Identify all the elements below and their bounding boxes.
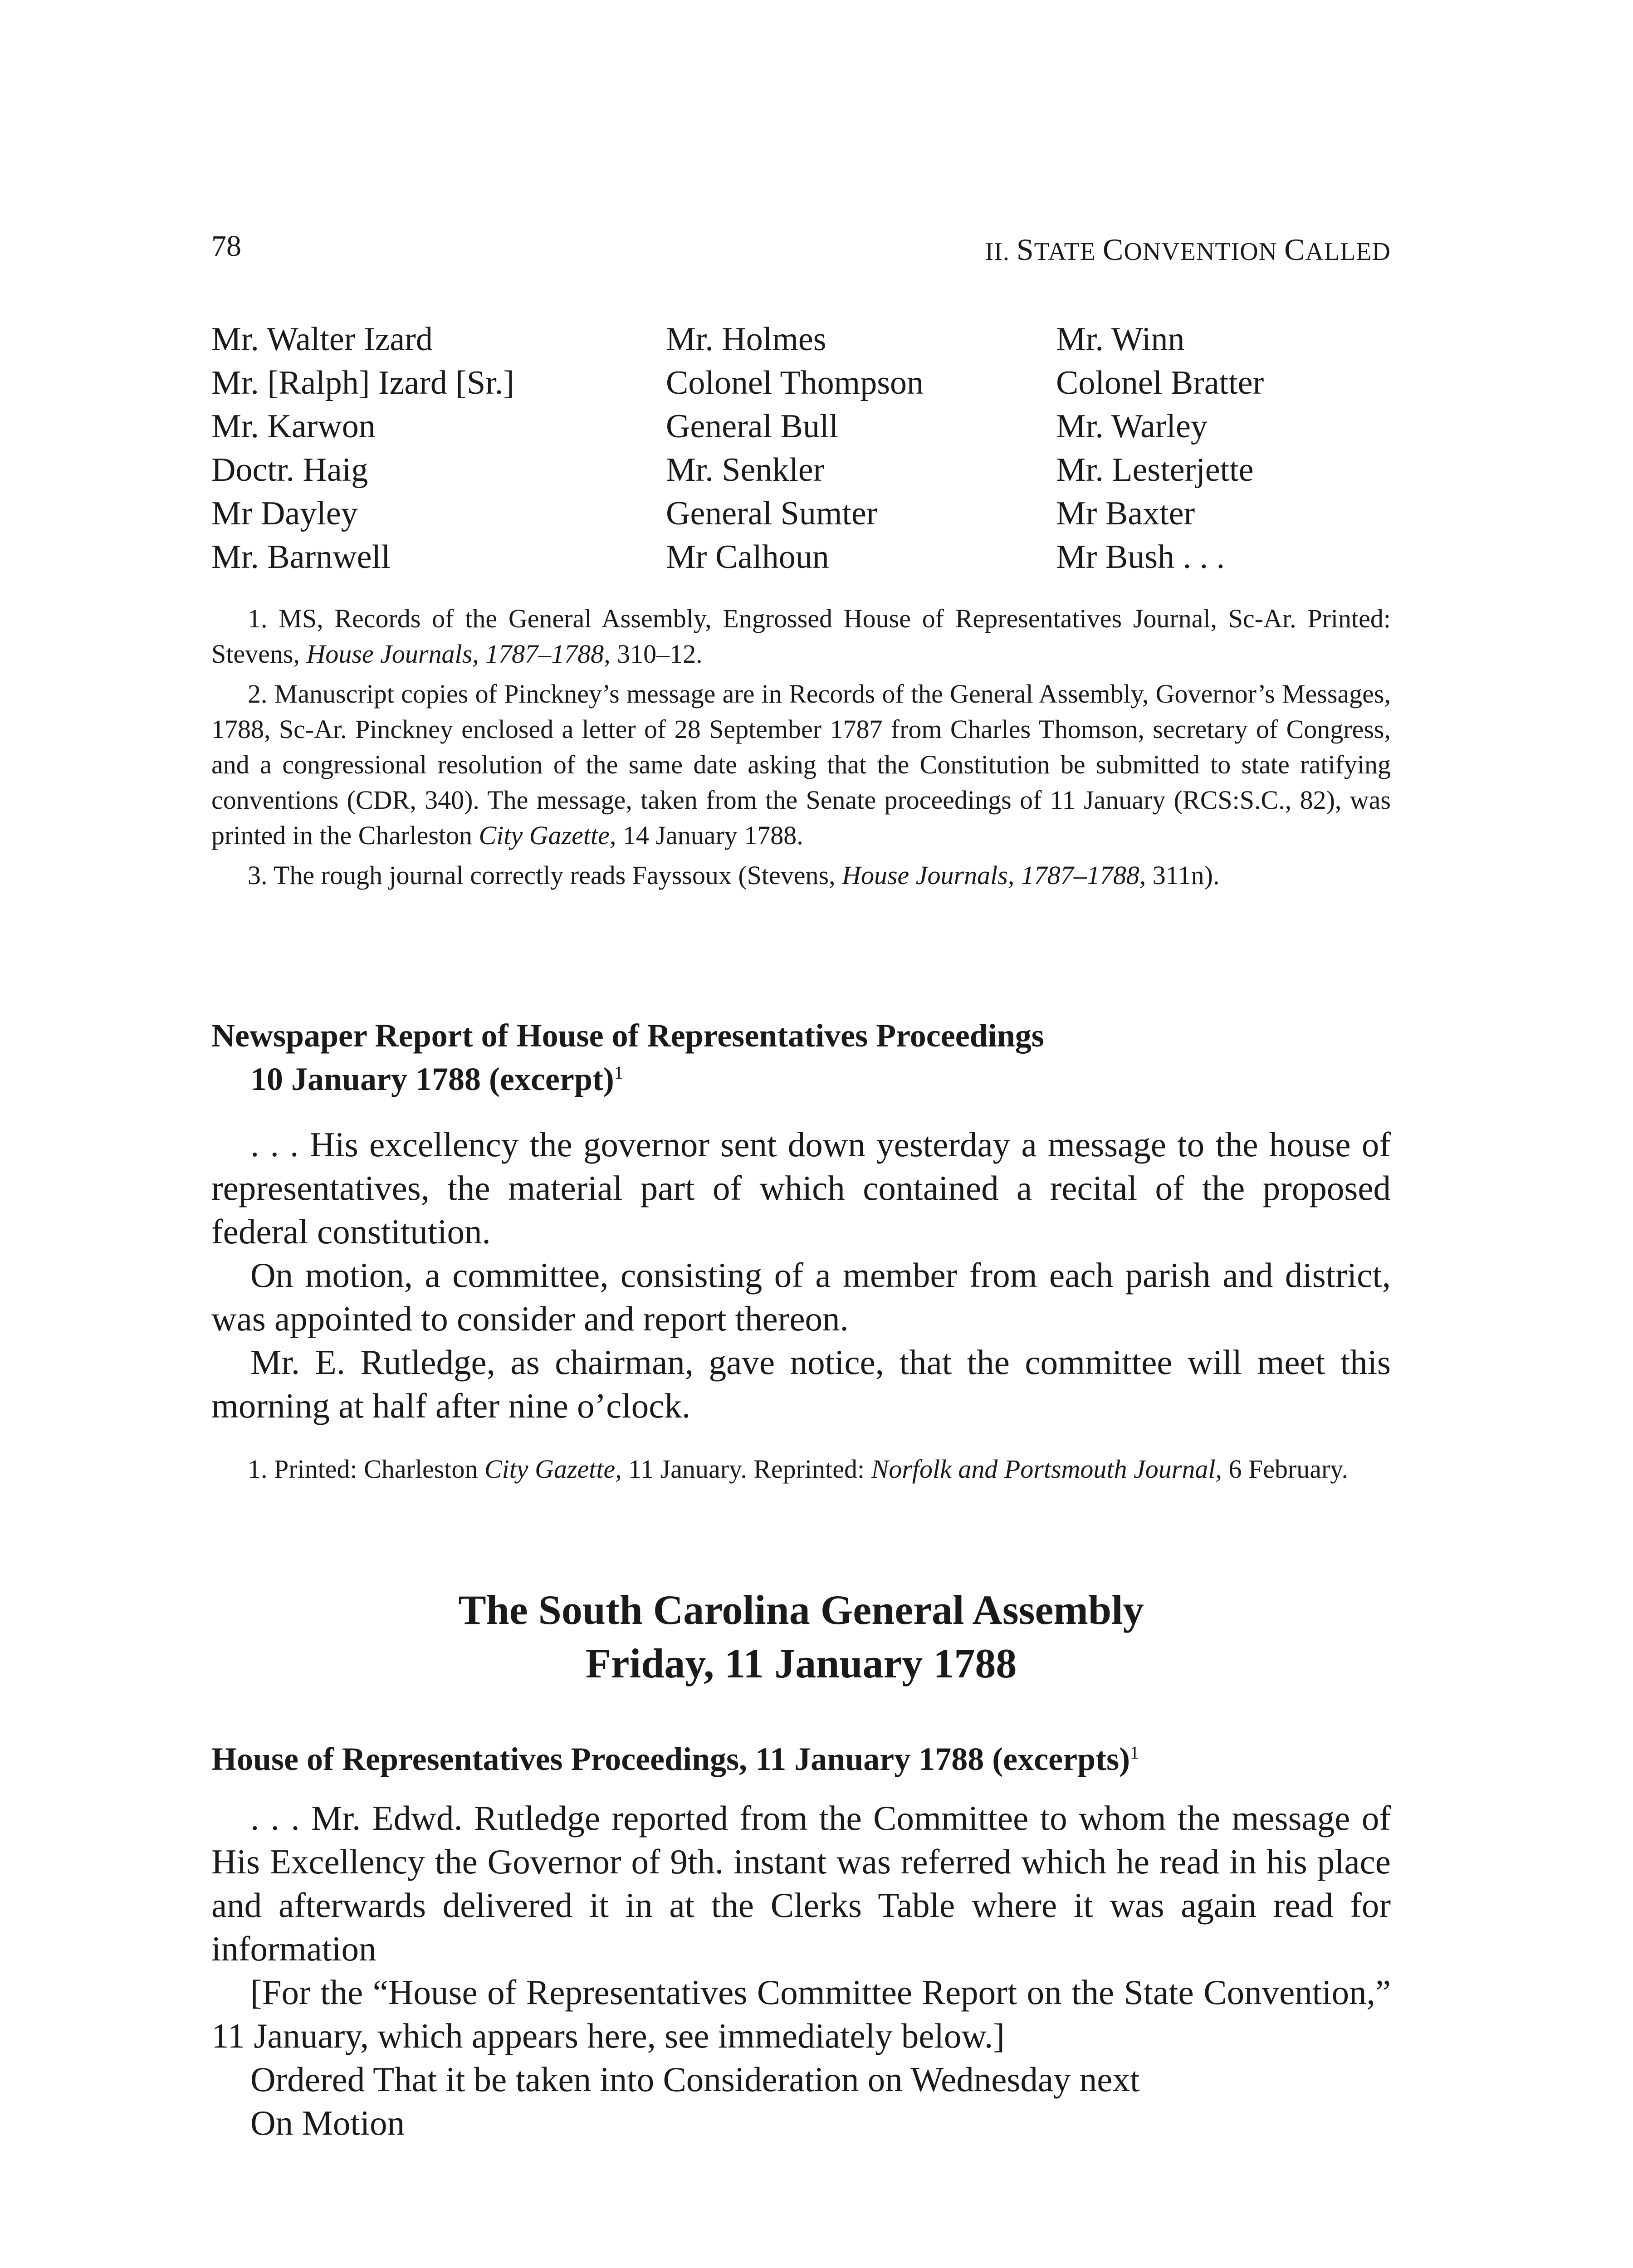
member-name: Mr. Barnwell (211, 538, 391, 576)
house-proceedings-body (211, 1796, 1391, 2145)
members-row (211, 535, 1391, 579)
heading-line: Newspaper Report of House of Representatives Proceedings (211, 1017, 1044, 1054)
member-name: Mr Baxter (1056, 495, 1195, 532)
footnote-1: 1. Printed: Charleston City Gazette, 11 January. Reprinted: Norfolk and Portsmouth Journal, 6 February. (248, 1454, 1349, 1484)
member-name: Mr Dayley (211, 495, 358, 532)
members-row (211, 318, 1391, 361)
paragraph: Ordered That it be taken into Consideration on Wednesday next (250, 2060, 1140, 2099)
member-name: Colonel Bratter (1056, 364, 1264, 401)
newspaper-report-body (211, 1123, 1391, 1427)
footnote-marker: 1 (614, 1062, 623, 1083)
section-title: II. STATE CONVENTION CALLED (985, 232, 1391, 267)
members-row (211, 492, 1391, 535)
assembly-title (211, 1583, 1391, 1690)
running-head (211, 229, 1391, 265)
members-row (211, 448, 1391, 492)
member-name: Mr. Warley (1056, 408, 1208, 445)
member-name: Mr. [Ralph] Izard [Sr.] (211, 364, 514, 401)
footnote-2: 2. Manuscript copies of Pinckney’s message are in Records of the General Assembly, Governor’s Messages, 1788, Sc-Ar. Pinckney enclosed a letter of 28 September 1787 from Charles Thomson, secretary of Congress, and a congressional resolution of the same date asking that the Constitution be submitted to state ratifying conventions (CDR, 340). The message, taken from the Senate proceedings of 11 January (RCS:S.C., 82), was printed in the Charleston City Gazette, 14 January 1788. (211, 679, 1391, 850)
member-name: Mr. Senkler (666, 451, 825, 489)
member-name: General Sumter (666, 495, 878, 532)
member-name: Mr. Winn (1056, 321, 1185, 358)
member-name: Mr. Holmes (666, 321, 826, 358)
footnote-marker: 1 (1130, 1742, 1139, 1763)
member-name: Mr Calhoun (666, 538, 829, 576)
member-name: Mr. Karwon (211, 408, 376, 445)
member-name: Mr Bush . . . (1056, 538, 1225, 576)
paragraph: . . . His excellency the governor sent down yesterday a message to the house of representatives, the material part of which contained a recital of the proposed federal constitution. (211, 1125, 1391, 1251)
paragraph: On Motion (250, 2103, 405, 2142)
paragraph: Mr. E. Rutledge, as chairman, gave notice, that the committee will meet this morning at half after nine o’clock. (211, 1343, 1391, 1425)
house-proceedings-heading: House of Representatives Proceedings, 11 January 1788 (excerpts)$^1$ (211, 1741, 1139, 1777)
footnote-1: 1. MS, Records of the General Assembly, Engrossed House of Representatives Journal, Sc-Ar. Printed: Stevens, House Journals, 1787–1788, 310–12. (211, 604, 1391, 669)
heading-line: 10 January 1788 (excerpt)$^1$ (250, 1061, 623, 1097)
title-line: The South Carolina General Assembly (458, 1587, 1144, 1633)
footnotes-section-1 (211, 601, 1391, 893)
member-name: Doctr. Haig (211, 451, 368, 489)
member-name: Mr. Lesterjette (1056, 451, 1254, 489)
member-name: Mr. Walter Izard (211, 321, 433, 358)
member-name: General Bull (666, 408, 839, 445)
document-page (211, 0, 1391, 2268)
members-row (211, 405, 1391, 448)
paragraph: On motion, a committee, consisting of a member from each parish and district, was appointed to consider and report thereon. (211, 1256, 1391, 1338)
paragraph: [For the “House of Representatives Committee Report on the State Convention,” 11 January, which appears here, see immediately below.] (211, 1973, 1391, 2055)
footnote-3: 3. The rough journal correctly reads Fayssoux (Stevens, House Journals, 1787–1788, 311n). (248, 860, 1220, 890)
members-row (211, 361, 1391, 405)
member-name: Colonel Thompson (666, 364, 924, 401)
page-number: 78 (211, 230, 241, 263)
title-line: Friday, 11 January 1788 (585, 1640, 1017, 1686)
footnotes-section-2 (211, 1452, 1391, 1487)
newspaper-report-heading (211, 1014, 1391, 1101)
paragraph: . . . Mr. Edwd. Rutledge reported from the Committee to whom the message of His Excellency the Governor of 9th. instant was referred which he read in his place and afterwards delivered it in at the Clerks Table where it was again read for information (211, 1799, 1391, 1968)
members-list (211, 318, 1391, 579)
